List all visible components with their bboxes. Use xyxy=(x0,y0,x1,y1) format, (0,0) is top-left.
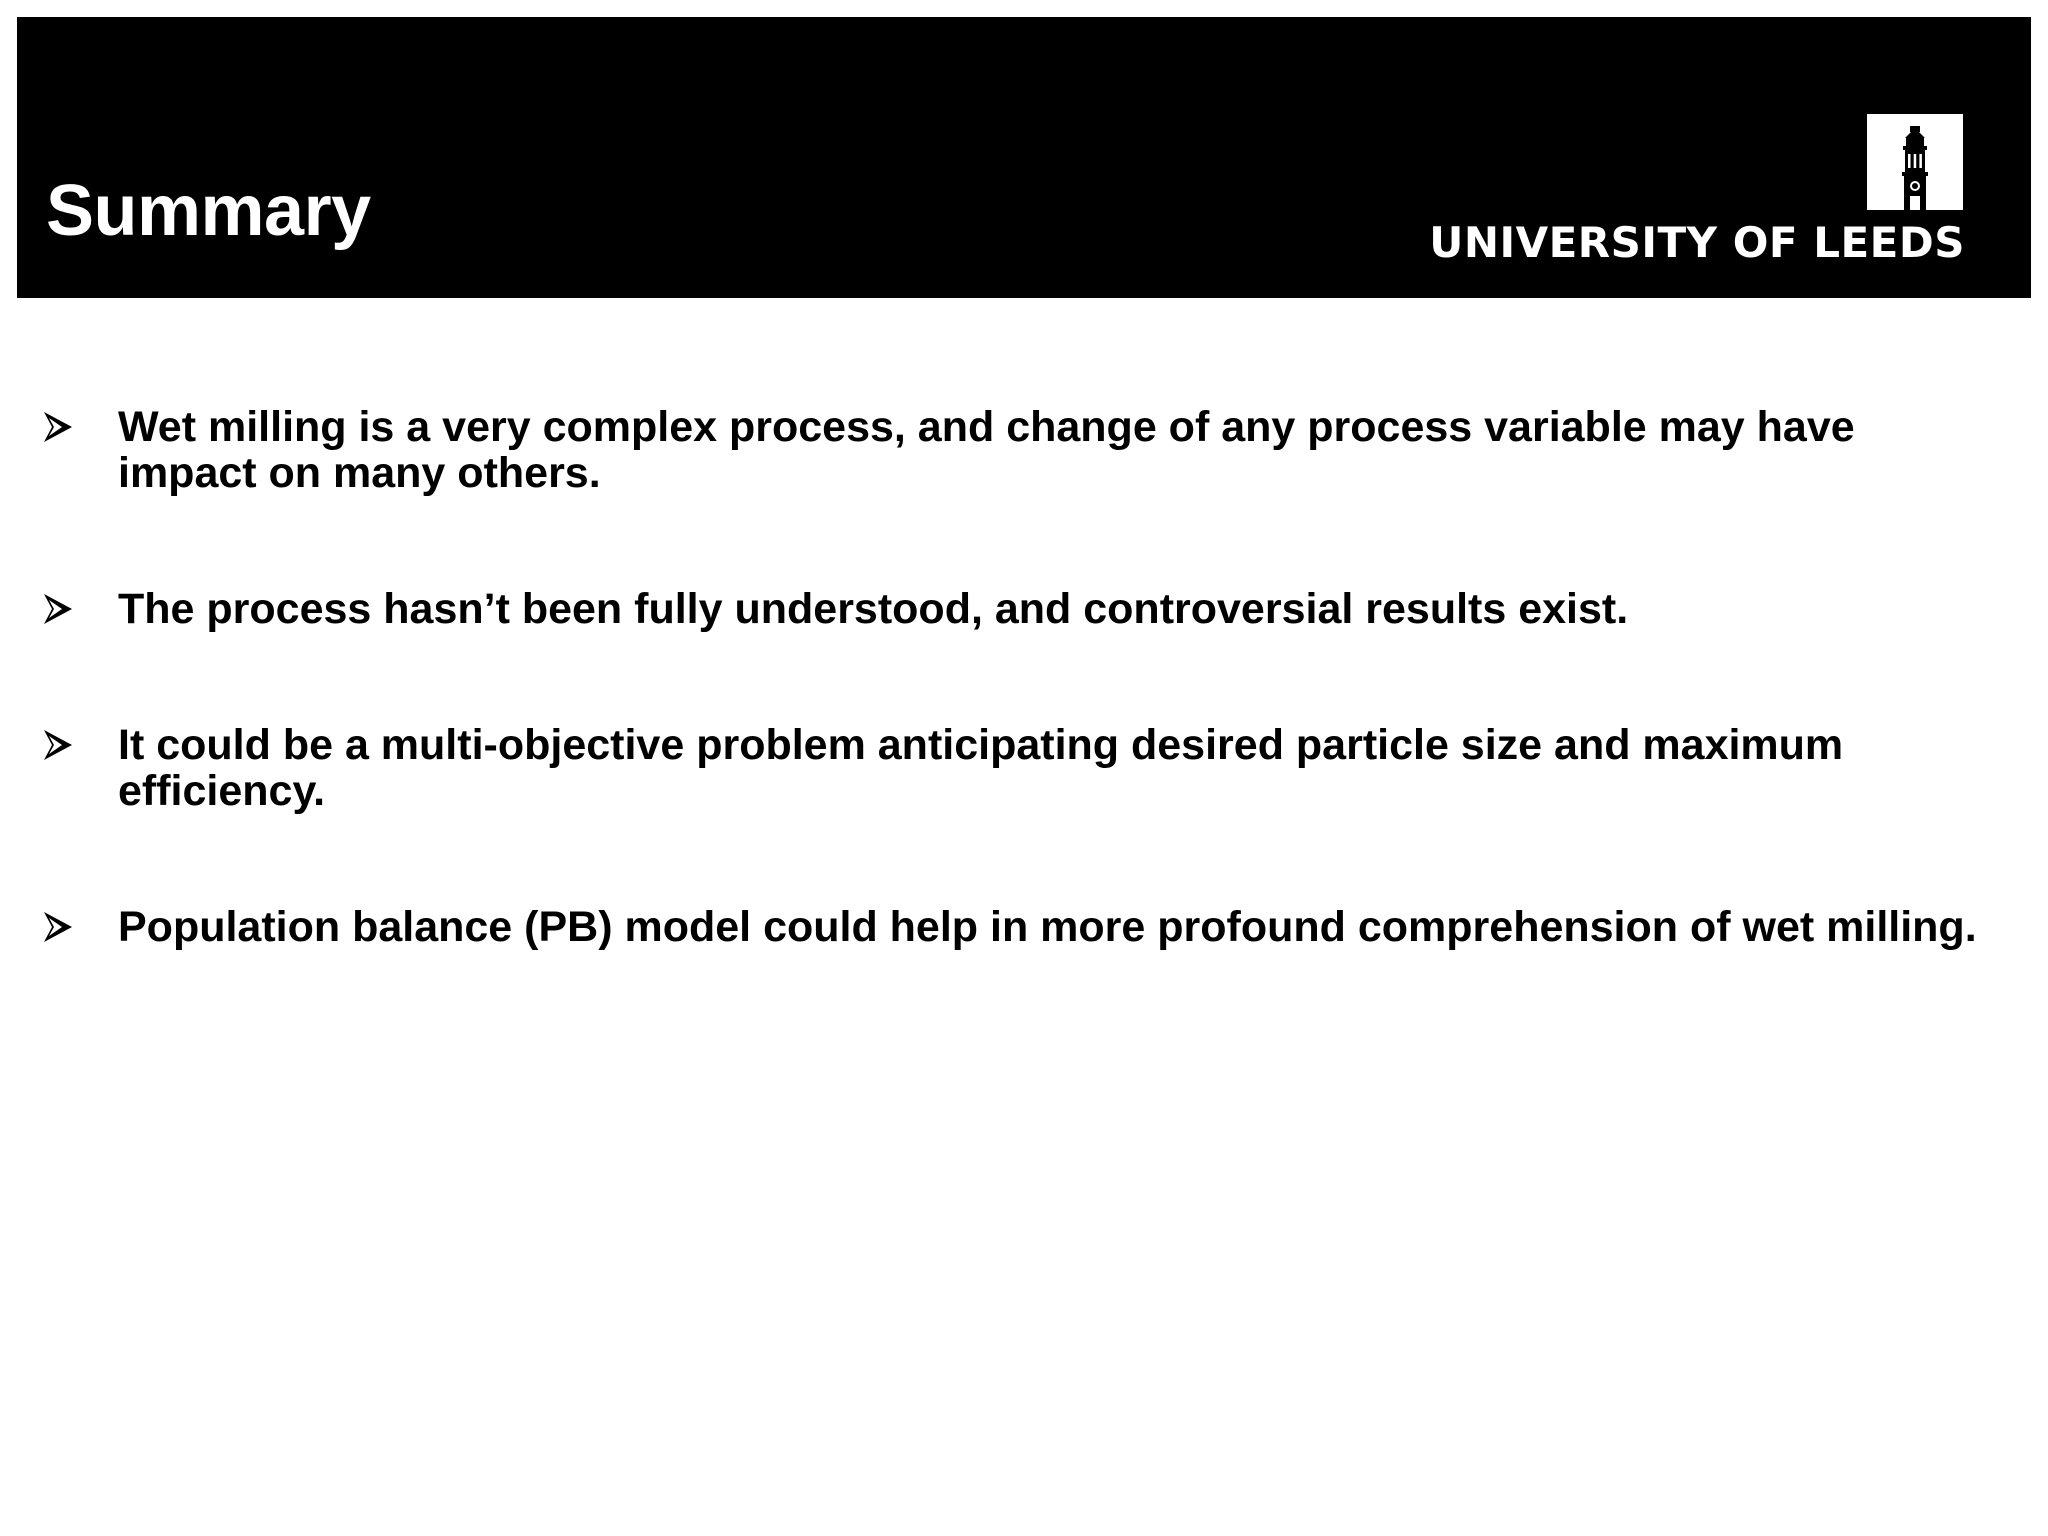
bullet-item xyxy=(42,904,1992,950)
university-logo xyxy=(1429,114,1965,269)
bullet-item xyxy=(42,586,1992,632)
bullet-text: It could be a multi-objective problem anticipating desired particle size and maximum efficiency. xyxy=(118,721,1844,815)
header-band xyxy=(17,17,2031,298)
arrowhead-bullet-icon xyxy=(42,910,74,944)
bullet-text: Population balance (PB) model could help in more profound comprehension of wet milling. xyxy=(118,903,1977,951)
bullet-text: The process hasn’t been fully understood, and controversial results exist. xyxy=(118,585,1629,633)
bullet-text: Wet milling is a very complex process, and change of any process variable may have impact on many others. xyxy=(118,403,1855,497)
arrowhead-bullet-icon xyxy=(42,592,74,626)
university-name: UNIVERSITY OF LEEDS xyxy=(1429,218,1965,267)
bullet-item xyxy=(42,404,1992,496)
arrowhead-bullet-icon xyxy=(42,410,74,444)
bullet-item xyxy=(42,722,1992,814)
slide-title: Summary xyxy=(46,171,371,251)
bullet-list xyxy=(42,404,1992,950)
arrowhead-bullet-icon xyxy=(42,728,74,762)
clock-tower-icon xyxy=(1867,114,1963,210)
